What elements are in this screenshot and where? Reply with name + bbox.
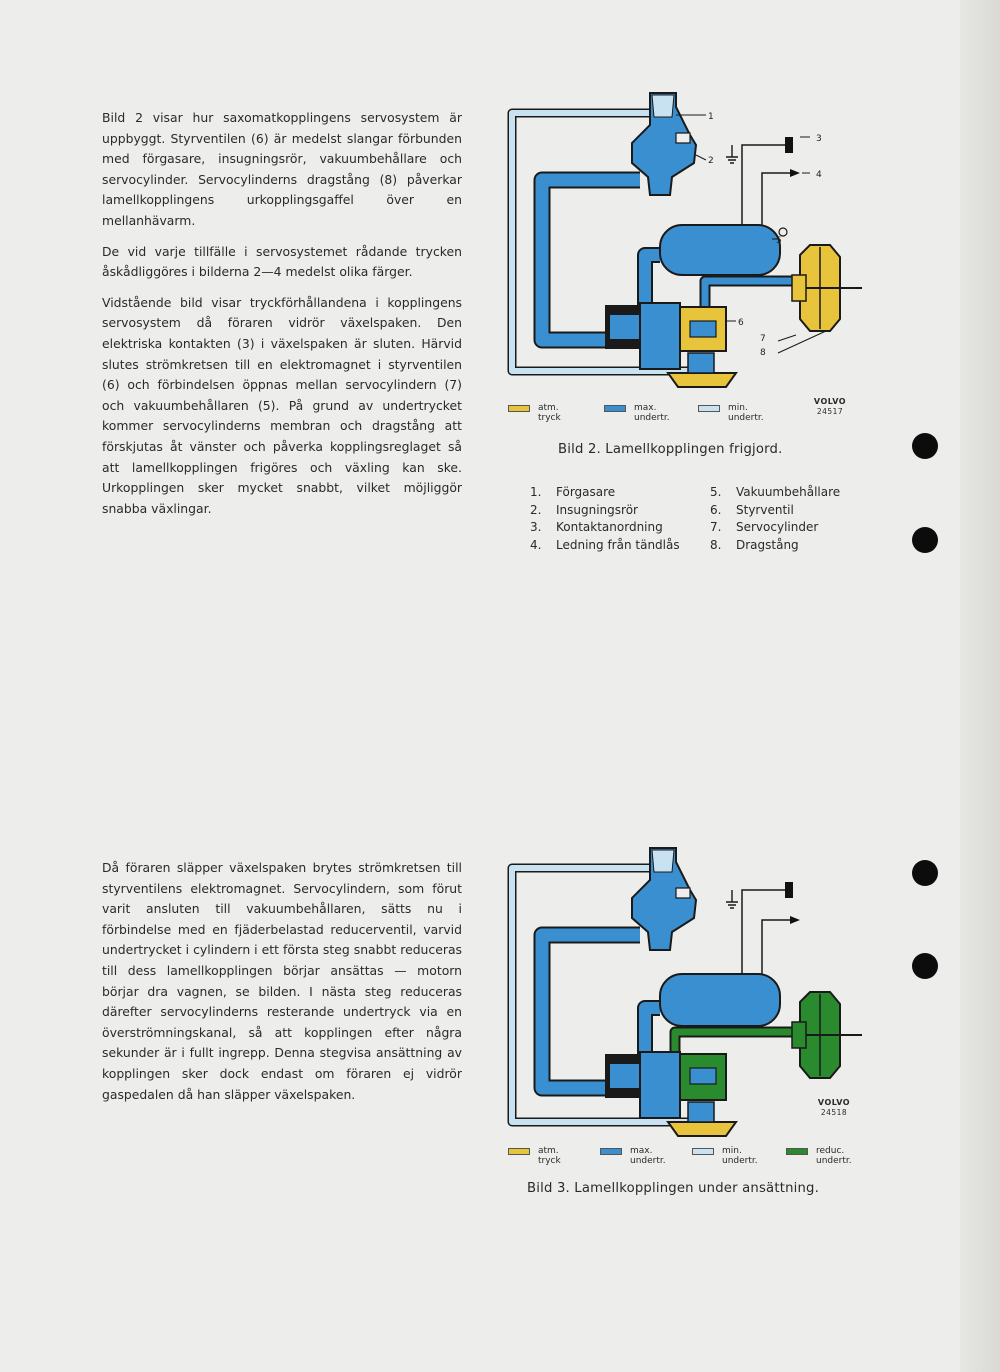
callout-6: 6 [738, 318, 744, 328]
legend-label: min. [722, 1146, 742, 1156]
callout-8: 8 [760, 348, 766, 358]
callout-4: 4 [816, 170, 822, 180]
legend-label: atm. [538, 1146, 559, 1156]
section2-text [102, 858, 462, 1115]
list-item: 8. Dragstång [710, 537, 799, 552]
figure2-servo-diagram [500, 85, 880, 395]
list-item: 1. Förgasare [530, 485, 616, 499]
legend-label: reduc. [816, 1146, 845, 1156]
figure-number: 24517 [816, 407, 844, 416]
figure3-servo-diagram [500, 840, 880, 1140]
binder-hole [912, 527, 938, 553]
legend-label: undertr. [816, 1156, 852, 1166]
list-item: 4. Ledning från tändlås [530, 537, 680, 552]
callout-7: 7 [760, 334, 766, 344]
swatch-atm [508, 405, 530, 412]
binder-hole [912, 953, 938, 979]
legend-label: tryck [538, 413, 561, 423]
figure3-caption: Bild 3. Lamellkopplingen under ansättning. [527, 1181, 820, 1196]
list-item: 3. Kontaktanordning [530, 520, 663, 534]
paragraph: Då föraren släpper växelspaken brytes strömkretsen till styrventilens elektromagnet. Servocylindern, som förut varit ansluten till vakuumbehållaren, sätts nu i förbindelse med en fjäderbelastad reducerventil, varvid undertrycket i cylindern i ett första steg snabbt reduceras till dess lamellkopplingen börjar ansättas — motorn börjar dra vagnen, se bilden. I nästa steg reduceras därefter servocylinderns resterande undertryck via en överströmningskanal, så att kopplingen efter några sekunder är i fullt ingrepp. Denna stegvisa ansättning av kopplingen sker dock endast om föraren ej vidrör gaspedalen då han släpper växelspaken. [102, 860, 462, 1102]
figure-number: 24518 [820, 1108, 848, 1117]
callout-5: 5 [776, 236, 782, 246]
callout-1: 1 [708, 112, 714, 122]
figure2-caption: Bild 2. Lamellkopplingen frigjord. [558, 442, 783, 457]
legend-label: undertr. [728, 413, 764, 423]
legend-label: undertr. [634, 413, 670, 423]
list-item: 7. Servocylinder [710, 520, 819, 534]
callout-2: 2 [708, 156, 714, 166]
brand-label: VOLVO [817, 1098, 851, 1107]
legend-label: max. [630, 1146, 653, 1156]
legend-label: undertr. [630, 1156, 666, 1166]
swatch-max [604, 405, 626, 412]
list-item: 2. Insugningsrör [530, 502, 638, 517]
list-item: 6. Styrventil [710, 502, 794, 517]
legend-label: atm. [538, 403, 559, 413]
swatch-max [600, 1148, 622, 1155]
page-edge [960, 0, 1000, 1372]
swatch-reduc [786, 1148, 808, 1155]
swatch-min [692, 1148, 714, 1155]
swatch-min [698, 405, 720, 412]
legend-item-atm [508, 1146, 598, 1166]
legend-item-min [698, 403, 788, 423]
paragraph: De vid varje tillfälle i servosystemet rådande trycken åskådliggöres i bilderna 2—4 medelst olika färger. [102, 243, 462, 280]
paragraph: Vidstående bild visar tryckförhållandena i kopplingens servosystem då föraren vidrör växelspaken. Den elektriska kontakten (3) i växelspaken är sluten. Härvid slutes strömkretsen till en elektromagnet i styrventilen (6) och förbindelsen öppnas mellan servocylindern (7) och vakuumbehållaren (5). På grund av undertrycket kommer servocylinderns membran och dragstång att förskjutas åt vänster och påverka kopplingsreglaget så att lamellkopplingen frigöres och växling kan ske. Urkopplingen sker mycket snabbt, vilket möjliggör snabba växlingar. [102, 294, 462, 516]
legend-label: min. [728, 403, 748, 413]
binder-hole [912, 433, 938, 459]
legend-item-max [600, 1146, 690, 1166]
legend-item-atm [508, 403, 598, 423]
legend-item-max [604, 403, 694, 423]
swatch-atm [508, 1148, 530, 1155]
binder-hole [912, 860, 938, 886]
callout-3: 3 [816, 134, 822, 144]
volvo-mark [808, 397, 852, 417]
volvo-mark [812, 1098, 856, 1118]
brand-label: VOLVO [813, 397, 847, 406]
legend-label: tryck [538, 1156, 561, 1166]
legend-item-min [692, 1146, 782, 1166]
figure3-legend [508, 1146, 888, 1170]
legend-label: undertr. [722, 1156, 758, 1166]
legend-item-reduc [786, 1146, 876, 1166]
paragraph: Bild 2 visar hur saxomatkopplingens servosystem är uppbyggt. Styrventilen (6) är medelst slangar förbunden med förgasare, insugningsrör, vakuumbehållare och servocylinder. Servocylinderns dragstång (8) påverkar lamellkopplingens urkopplingsgaffel över en mellanhävarm. [102, 110, 462, 228]
section1-text [102, 108, 462, 529]
legend-label: max. [634, 403, 657, 413]
list-item: 5. Vakuumbehållare [710, 485, 841, 499]
